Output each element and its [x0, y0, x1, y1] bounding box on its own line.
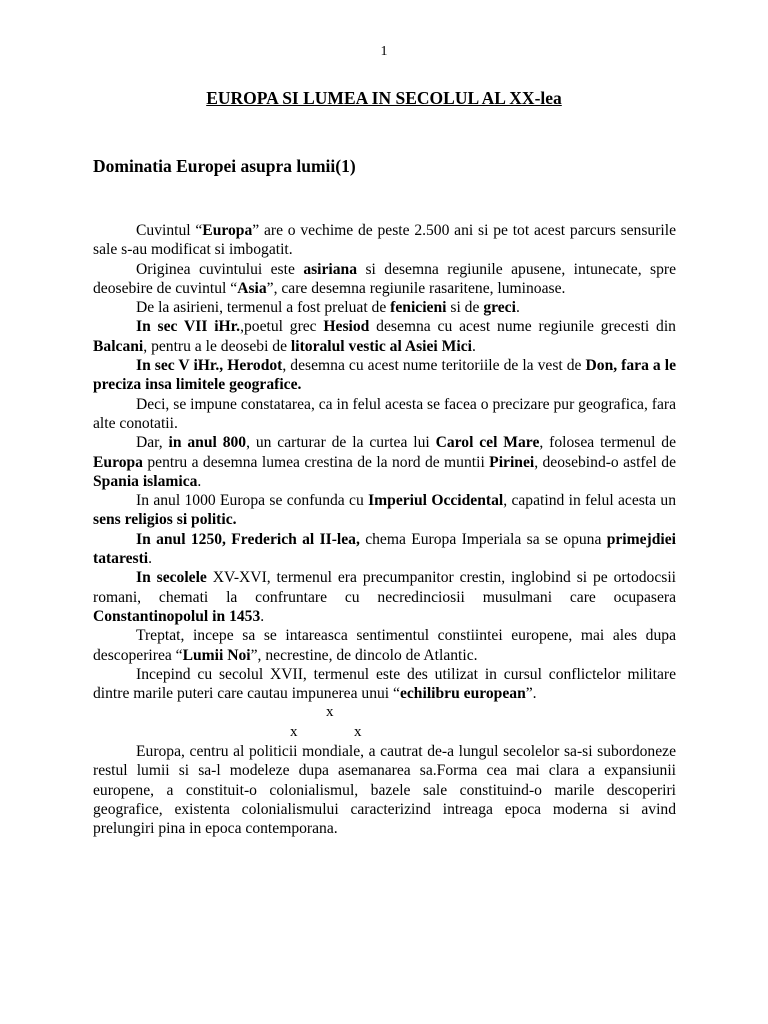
text-run: . — [260, 607, 265, 625]
section-heading: Dominatia Europei asupra lumii(1) — [93, 156, 356, 176]
section-separator — [93, 703, 676, 742]
text-run: Originea cuvintului este — [136, 260, 304, 278]
bold-run: litoralul vestic al Asiei Mici — [290, 337, 472, 355]
text-run: ”, necrestine, de dincolo de Atlantic. — [250, 646, 478, 664]
bold-run: Europa — [93, 453, 143, 471]
text-run: . — [471, 337, 476, 355]
bold-run: In sec VII iHr. — [136, 318, 241, 336]
text-run: , deosebind-o astfel de — [534, 453, 676, 471]
text-run: Deci, se impune constatarea, ca in felul acesta se facea o precizare pur geografica, fara alte conotatii. — [93, 395, 676, 432]
bold-run: asiriana — [303, 260, 358, 278]
paragraph — [93, 665, 676, 704]
document-title — [0, 88, 768, 109]
bold-run: fenicieni — [390, 299, 447, 317]
separator-mark: x — [354, 723, 362, 740]
paragraph-list — [93, 221, 676, 703]
text-run: si desemna regiunile apusene, intunecate, spre deosebire de cuvintul “ — [93, 260, 677, 297]
paragraph — [93, 260, 676, 299]
text-run: ,poetul grec — [240, 318, 324, 336]
text-run: ” are o vechime de peste 2.500 ani si pe tot acest parcurs sensurile sale s-au modificat si imbogatit. — [93, 222, 677, 259]
bold-run: sens religios si politic. — [93, 511, 237, 529]
text-run: Treptat, incepe sa se intareasca sentimentul constiintei europene, mai ales dupa descoperirea “ — [93, 627, 676, 664]
text-run: desemna cu acest nume regiunile grecesti din — [369, 318, 676, 336]
bold-run: Constantinopolul in 1453 — [93, 607, 261, 625]
document-body — [93, 221, 676, 839]
text-run: , un carturar de la curtea lui — [246, 434, 436, 452]
bold-run: Spania islamica — [93, 472, 198, 490]
document-title-text: EUROPA SI LUMEA IN SECOLUL AL XX-lea — [206, 88, 562, 108]
text-run: . — [148, 550, 153, 568]
bold-run: Hesiod — [323, 318, 370, 336]
text-run: De la asirieni, termenul a fost preluat de — [136, 299, 391, 317]
paragraph — [93, 395, 676, 434]
bold-run: echilibru european — [399, 685, 526, 703]
text-run: Dar, — [136, 434, 169, 452]
bold-run: Don, fara a le preciza insa limitele geografice. — [93, 357, 676, 394]
paragraph — [93, 626, 676, 665]
bold-run: Lumii Noi — [182, 646, 251, 664]
bold-run: primejdiei tataresti — [93, 530, 676, 568]
bold-run: In anul 1250, Frederich al II-lea, — [136, 530, 360, 548]
text-run: , folosea termenul de — [539, 434, 677, 452]
text-run: Cuvintul “ — [136, 222, 203, 239]
text-run: . — [515, 299, 520, 317]
closing-paragraph: Europa, centru al politicii mondiale, a cautrat de-a lungul secolelor sa-si subordoneze restul lumii si sa-l modeleze dupa asemanarea sa.Forma cea mai clara a expansiunii europene, a constituit-o colonialismul, bazele sale constituind-o marile descoperiri geografice, existenta colonialismului caracterizind intreaga epoca moderna si avind prelungiri pina in epoca contemporana. — [93, 743, 676, 838]
text-run: Incepind cu secolul XVII, termenul este des utilizat in cursul conflictelor militare dintre marile puteri care cautau impunerea unui “ — [93, 665, 676, 703]
separator-mark: x — [326, 704, 334, 721]
bold-run: Asia — [237, 279, 267, 297]
text-run: chema Europa Imperiala sa se opuna — [359, 530, 607, 548]
bold-run: Pirinei — [489, 453, 535, 471]
paragraph — [93, 530, 676, 569]
separator-mark: x — [290, 723, 298, 740]
page-number: 1 — [380, 44, 388, 59]
bold-run: In secolele — [136, 569, 207, 587]
text-run: , capatind in felul acesta un — [503, 492, 676, 510]
text-run: si de — [446, 299, 484, 317]
bold-run: In sec V iHr., Herodot — [136, 357, 283, 375]
paragraph — [93, 317, 676, 356]
text-run: , pentru a le deosebi de — [143, 337, 291, 355]
bold-run: Carol cel Mare — [435, 434, 540, 452]
text-run: . — [197, 472, 202, 490]
text-run: ”, care desemna regiunile rasaritene, luminoase. — [266, 279, 566, 297]
bold-run: Balcani — [93, 337, 144, 355]
paragraph — [93, 221, 676, 260]
paragraph — [93, 491, 676, 530]
text-run: , desemna cu acest nume teritoriile de la vest de — [282, 357, 586, 375]
bold-run: Europa — [202, 222, 253, 239]
paragraph — [93, 568, 676, 626]
text-run: In anul 1000 Europa se confunda cu — [136, 492, 369, 510]
bold-run: in anul 800 — [168, 434, 247, 452]
text-run: pentru a desemna lumea crestina de la nord de muntii — [142, 453, 490, 471]
paragraph — [93, 298, 676, 317]
bold-run: Imperiul Occidental — [368, 492, 504, 510]
bold-run: greci — [483, 299, 516, 317]
text-run: XV-XVI, termenul era precumpanitor crestin, inglobind si pe ortodocsii romani, chemati la confruntare cu necredinciosii musulmani care ocupasera — [93, 569, 676, 606]
paragraph — [93, 433, 676, 491]
paragraph — [93, 356, 676, 395]
text-run: ”. — [525, 685, 537, 703]
